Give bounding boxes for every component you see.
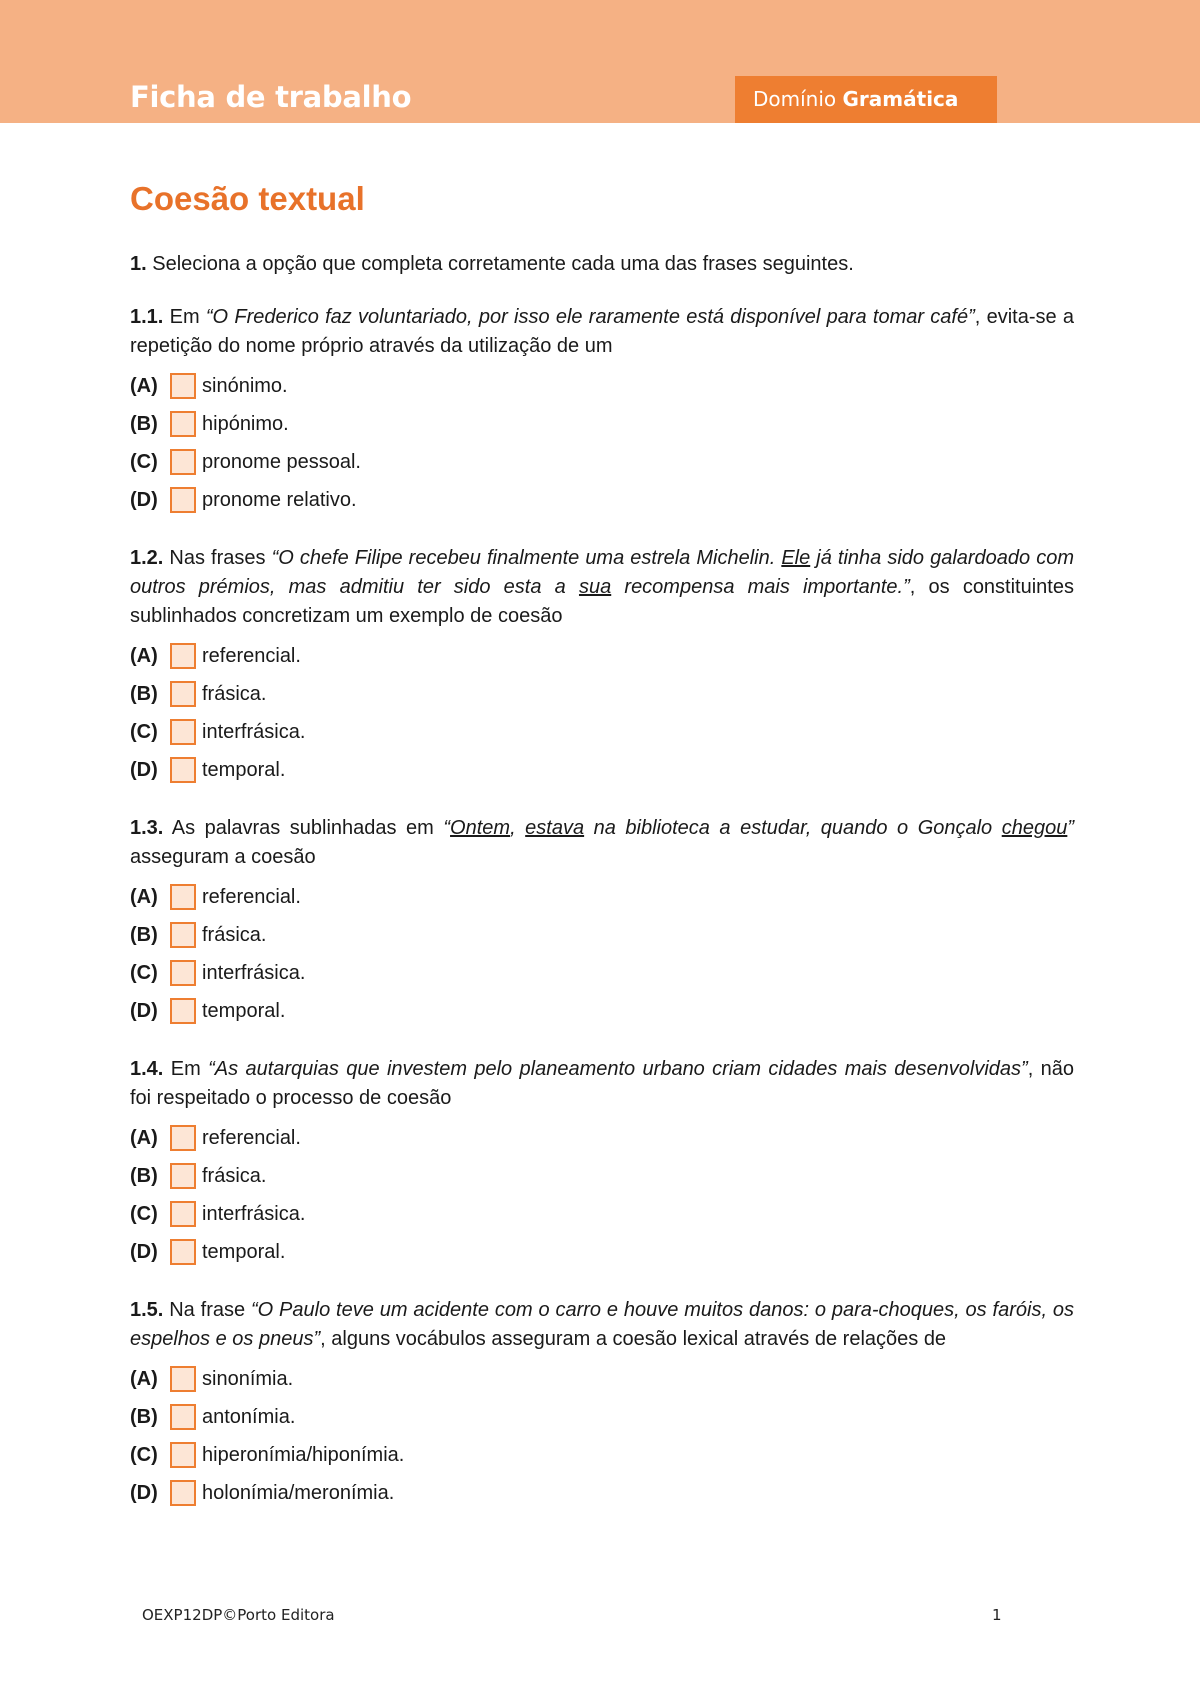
answer-option[interactable]	[130, 405, 1074, 443]
question	[130, 1296, 1074, 1512]
option-text: temporal.	[202, 1240, 286, 1263]
answer-checkbox[interactable]	[170, 960, 196, 986]
option-text: sinonímia.	[202, 1367, 294, 1390]
domain-label: Domínio	[753, 87, 837, 111]
answer-option[interactable]	[130, 1474, 1074, 1512]
quoted-sentence: “	[443, 817, 451, 839]
instruction-number: 1.	[130, 253, 147, 275]
answer-option[interactable]	[130, 1398, 1074, 1436]
answer-option[interactable]	[130, 675, 1074, 713]
option-text: frásica.	[202, 1164, 267, 1187]
answer-option[interactable]	[130, 713, 1074, 751]
document-body	[130, 250, 1074, 1537]
answer-checkbox[interactable]	[170, 1201, 196, 1227]
option-text: referencial.	[202, 644, 301, 667]
question-segment: asseguram a coesão	[130, 846, 316, 868]
option-letter: (A)	[130, 1367, 158, 1390]
question-number: 1.3.	[130, 817, 164, 839]
question	[130, 814, 1074, 1030]
answer-option[interactable]	[130, 443, 1074, 481]
option-letter: (D)	[130, 999, 158, 1022]
option-letter: (C)	[130, 1443, 158, 1466]
answer-option[interactable]	[130, 1195, 1074, 1233]
question-number: 1.4.	[130, 1058, 164, 1080]
option-text: holonímia/meronímia.	[202, 1481, 395, 1504]
question-text	[130, 1055, 1074, 1113]
question-segment: As palavras sublinhadas em	[171, 817, 444, 839]
option-letter: (A)	[130, 885, 158, 908]
answer-checkbox[interactable]	[170, 1442, 196, 1468]
page-title: Coesão textual	[130, 180, 365, 217]
quoted-sentence: “O Paulo teve um acidente com o carro e houve muitos danos: o para-choques, os faróis, os espelhos e os pneus”	[130, 1299, 1074, 1350]
option-letter: (D)	[130, 488, 158, 511]
option-letter: (D)	[130, 1481, 158, 1504]
option-letter: (B)	[130, 412, 158, 435]
answer-checkbox[interactable]	[170, 998, 196, 1024]
question	[130, 303, 1074, 519]
option-text: sinónimo.	[202, 374, 288, 397]
header-banner	[0, 0, 1200, 123]
answer-option[interactable]	[130, 954, 1074, 992]
quoted-sentence: “O chefe Filipe recebeu finalmente uma estrela Michelin.	[271, 547, 782, 569]
question-segment: , não foi respeitado o processo de coesão	[130, 1058, 1075, 1109]
question-number: 1.1.	[130, 306, 164, 328]
quoted-sentence: na biblioteca a estudar, quando o Gonçalo	[584, 817, 1002, 839]
quoted-sentence: “As autarquias que investem pelo planeamento urbano criam cidades mais desenvolvidas”	[208, 1058, 1028, 1080]
worksheet-title: Ficha de trabalho	[130, 80, 412, 114]
option-text: temporal.	[202, 999, 286, 1022]
option-letter: (B)	[130, 1405, 158, 1428]
question-segment: Nas frases	[169, 547, 272, 569]
instruction	[130, 250, 1074, 279]
quoted-sentence: recompensa mais importante.”	[611, 576, 910, 598]
domain-value: Gramática	[842, 87, 959, 111]
footer-copyright: OEXP12DP©Porto Editora	[142, 1606, 335, 1624]
answer-checkbox[interactable]	[170, 373, 196, 399]
answer-option[interactable]	[130, 992, 1074, 1030]
underlined-word: Ontem	[450, 817, 511, 839]
answer-option[interactable]	[130, 1360, 1074, 1398]
question	[130, 1055, 1074, 1271]
option-letter: (C)	[130, 961, 158, 984]
answer-option[interactable]	[130, 367, 1074, 405]
answer-option[interactable]	[130, 878, 1074, 916]
underlined-word: chegou	[1001, 817, 1068, 839]
answer-checkbox[interactable]	[170, 487, 196, 513]
answer-option[interactable]	[130, 1436, 1074, 1474]
question-number: 1.2.	[130, 547, 164, 569]
page-number: 1	[992, 1606, 1002, 1624]
answer-option[interactable]	[130, 481, 1074, 519]
quoted-sentence: ,	[510, 817, 526, 839]
answer-checkbox[interactable]	[170, 1125, 196, 1151]
domain-tag	[735, 76, 997, 123]
answer-option[interactable]	[130, 1233, 1074, 1271]
question-text	[130, 1296, 1074, 1354]
option-text: interfrásica.	[202, 720, 306, 743]
question-segment: Em	[170, 1058, 209, 1080]
answer-checkbox[interactable]	[170, 757, 196, 783]
option-letter: (B)	[130, 923, 158, 946]
underlined-word: estava	[525, 817, 585, 839]
option-text: pronome pessoal.	[202, 450, 361, 473]
option-text: hiperonímia/hiponímia.	[202, 1443, 405, 1466]
question-list	[130, 303, 1074, 1512]
question-segment: Em	[169, 306, 206, 328]
instruction-text: Seleciona a opção que completa corretamente cada uma das frases seguintes.	[152, 253, 854, 275]
option-letter: (B)	[130, 1164, 158, 1187]
option-letter: (D)	[130, 758, 158, 781]
question-text	[130, 303, 1074, 361]
option-text: frásica.	[202, 923, 267, 946]
answer-checkbox[interactable]	[170, 1163, 196, 1189]
option-text: temporal.	[202, 758, 286, 781]
answer-checkbox[interactable]	[170, 449, 196, 475]
option-letter: (A)	[130, 374, 158, 397]
answer-option[interactable]	[130, 637, 1074, 675]
answer-option[interactable]	[130, 1119, 1074, 1157]
option-letter: (C)	[130, 450, 158, 473]
option-text: hipónimo.	[202, 412, 289, 435]
answer-checkbox[interactable]	[170, 1239, 196, 1265]
answer-checkbox[interactable]	[170, 1404, 196, 1430]
answer-checkbox[interactable]	[170, 1480, 196, 1506]
option-letter: (A)	[130, 1126, 158, 1149]
answer-option[interactable]	[130, 916, 1074, 954]
option-letter: (A)	[130, 644, 158, 667]
answer-checkbox[interactable]	[170, 719, 196, 745]
option-letter: (C)	[130, 720, 158, 743]
answer-checkbox[interactable]	[170, 681, 196, 707]
option-text: referencial.	[202, 885, 301, 908]
answer-option[interactable]	[130, 751, 1074, 789]
question-segment: , evita-se a repetição do nome próprio através da utilização de um	[130, 306, 1074, 357]
answer-checkbox[interactable]	[170, 643, 196, 669]
question-text	[130, 814, 1074, 872]
answer-option[interactable]	[130, 1157, 1074, 1195]
option-text: interfrásica.	[202, 961, 306, 984]
quoted-sentence: já tinha sido galardoado com outros prémios, mas admitiu ter sido esta a	[130, 547, 1074, 598]
question-segment: Na frase	[169, 1299, 251, 1321]
answer-checkbox[interactable]	[170, 922, 196, 948]
question-segment: , os constituintes sublinhados concretizam um exemplo de coesão	[130, 576, 1074, 627]
question-text	[130, 544, 1074, 631]
option-text: pronome relativo.	[202, 488, 357, 511]
quoted-sentence: “O Frederico faz voluntariado, por isso ele raramente está disponível para tomar café”	[205, 306, 975, 328]
quoted-sentence: ”	[1067, 817, 1075, 839]
underlined-word: sua	[578, 576, 612, 598]
option-text: frásica.	[202, 682, 267, 705]
question	[130, 544, 1074, 789]
option-text: antonímia.	[202, 1405, 296, 1428]
option-text: interfrásica.	[202, 1202, 306, 1225]
underlined-word: Ele	[781, 547, 811, 569]
answer-checkbox[interactable]	[170, 884, 196, 910]
option-letter: (D)	[130, 1240, 158, 1263]
question-segment: , alguns vocábulos asseguram a coesão lexical através de relações de	[320, 1328, 947, 1350]
option-text: referencial.	[202, 1126, 301, 1149]
question-number: 1.5.	[130, 1299, 164, 1321]
option-letter: (B)	[130, 682, 158, 705]
answer-checkbox[interactable]	[170, 1366, 196, 1392]
answer-checkbox[interactable]	[170, 411, 196, 437]
option-letter: (C)	[130, 1202, 158, 1225]
